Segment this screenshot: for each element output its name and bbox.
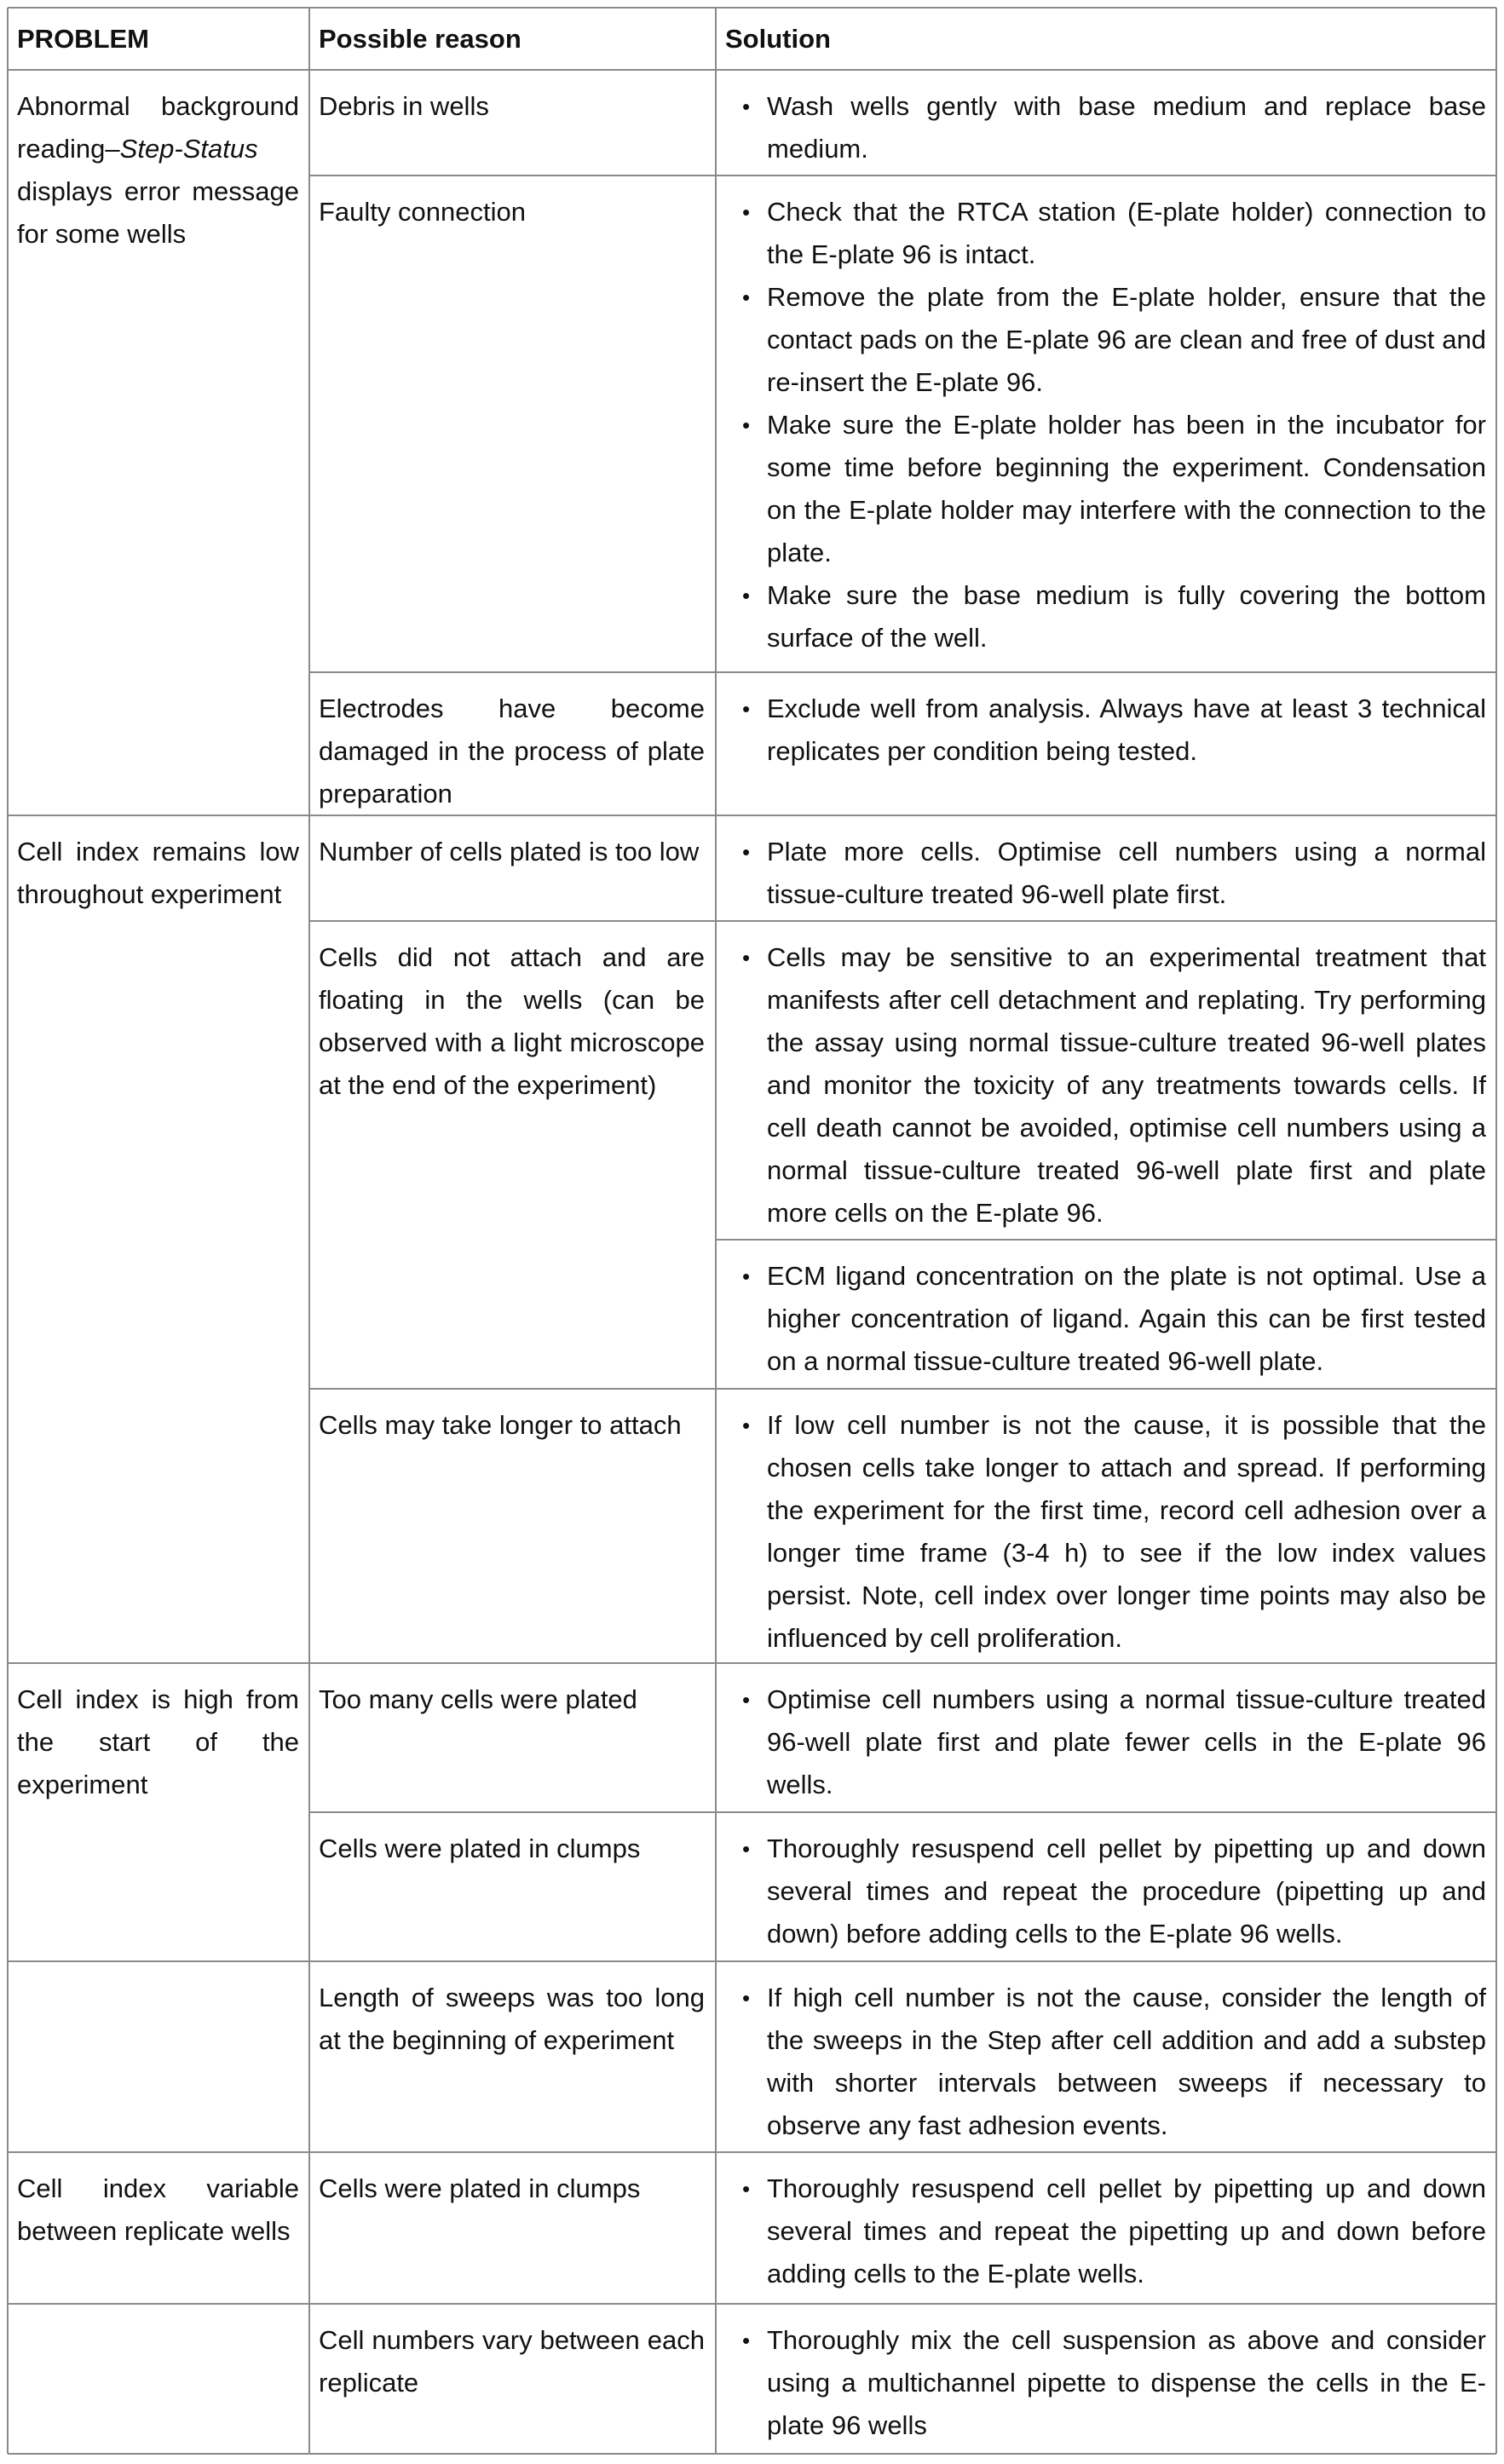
solution-too-many-cells [767,1678,1486,1806]
list-item: • Thoroughly resuspend cell pellet by pipetting up and down several times and repeat the pipetting up and down before adding cells to the E-plate wells. [767,2168,1486,2295]
solution-faulty-connection [767,191,1486,659]
problem-1-suffix: displays error message for some wells [17,176,299,249]
solution-long-sweeps [767,1977,1486,2147]
solution-clumps [767,1828,1486,1955]
solution-clumps-replicates [767,2168,1486,2295]
problem-abnormal-background [17,85,299,256]
solution-electrodes-damaged [767,688,1486,773]
reason-long-sweeps: Length of sweeps was too long at the beginning of experiment [319,1983,705,2055]
solution-cells-not-attached-b [767,1255,1486,1383]
reason-clumps: Cells were plated in clumps [319,1834,641,1863]
reason-electrodes-damaged: Electrodes have become damaged in the process of plate preparation [319,694,705,809]
list-item: • Cells may be sensitive to an experimental treatment that manifests after cell detachment and replating. Try performing the assay using normal tissue-culture treated 96-well plates and monitor the toxicity of any treatments towards cells. If cell death cannot be avoided, optimise cell numbers using a normal tissue-culture treated 96-well plate first and plate more cells on the E-plate 96. [767,936,1486,1235]
list-item: • Optimise cell numbers using a normal tissue-culture treated 96-well plate first and plate fewer cells in the E-plate 96 wells. [767,1678,1486,1806]
problem-1-prefix: Abnormal background reading– [17,91,299,164]
problem-cell-index-low: Cell index remains low throughout experiment [17,837,299,909]
list-item: • Exclude well from analysis. Always have at least 3 technical replicates per condition being tested. [767,688,1486,773]
reason-cells-not-attached: Cells did not attach and are floating in the wells (can be observed with a light microscope at the end of the experiment) [319,942,705,1100]
list-item: • ECM ligand concentration on the plate is not optimal. Use a higher concentration of ligand. Again this can be first tested on a normal tissue-culture treated 96-well plate. [767,1255,1486,1383]
solution-debris [767,85,1486,170]
list-item: • Check that the RTCA station (E-plate holder) connection to the E-plate 96 is intact. [767,191,1486,276]
header-problem: PROBLEM [17,24,149,54]
problem-1-step-status: Step-Status [119,134,258,164]
problem-cell-index-high: Cell index is high from the start of the experiment [17,1684,299,1799]
solution-cells-not-attached-a [767,936,1486,1235]
problem-cell-index-variable: Cell index variable between replicate wells [17,2173,299,2246]
reason-debris: Debris in wells [319,91,489,121]
list-item: • If low cell number is not the cause, it is possible that the chosen cells take longer to attach and spread. If performing the experiment for the first time, record cell adhesion over a longer time frame (3-4 h) to see if the low index values persist. Note, cell index over longer time points may also be influenced by cell proliferation. [767,1404,1486,1660]
solution-cell-numbers-vary [767,2319,1486,2447]
list-item: • Plate more cells. Optimise cell numbers using a normal tissue-culture treated 96-well plate first. [767,831,1486,916]
list-item: • Make sure the E-plate holder has been in the incubator for some time before beginning the experiment. Condensation on the E-plate holder may interfere with the connection to the plate. [767,404,1486,574]
reason-too-few-cells: Number of cells plated is too low [319,837,700,866]
solution-too-few-cells [767,831,1486,916]
reason-slow-attach: Cells may take longer to attach [319,1410,682,1440]
list-item: • Remove the plate from the E-plate holder, ensure that the contact pads on the E-plate 96 are clean and free of dust and re-insert the E-plate 96. [767,276,1486,404]
solution-slow-attach [767,1404,1486,1660]
reason-too-many-cells: Too many cells were plated [319,1684,637,1714]
list-item: • Thoroughly mix the cell suspension as above and consider using a multichannel pipette to dispense the cells in the E-plate 96 wells [767,2319,1486,2447]
reason-clumps-replicates: Cells were plated in clumps [319,2173,641,2203]
list-item: • If high cell number is not the cause, consider the length of the sweeps in the Step after cell addition and add a substep with shorter intervals between sweeps if necessary to observe any fast adhesion events. [767,1977,1486,2147]
list-item: • Thoroughly resuspend cell pellet by pipetting up and down several times and repeat the procedure (pipetting up and down) before adding cells to the E-plate 96 wells. [767,1828,1486,1955]
list-item: • Make sure the base medium is fully covering the bottom surface of the well. [767,574,1486,659]
header-solution: Solution [725,24,831,54]
header-reason: Possible reason [319,24,522,54]
list-item: • Wash wells gently with base medium and replace base medium. [767,85,1486,170]
reason-cell-numbers-vary: Cell numbers vary between each replicate [319,2325,705,2398]
reason-faulty-connection: Faulty connection [319,197,526,227]
